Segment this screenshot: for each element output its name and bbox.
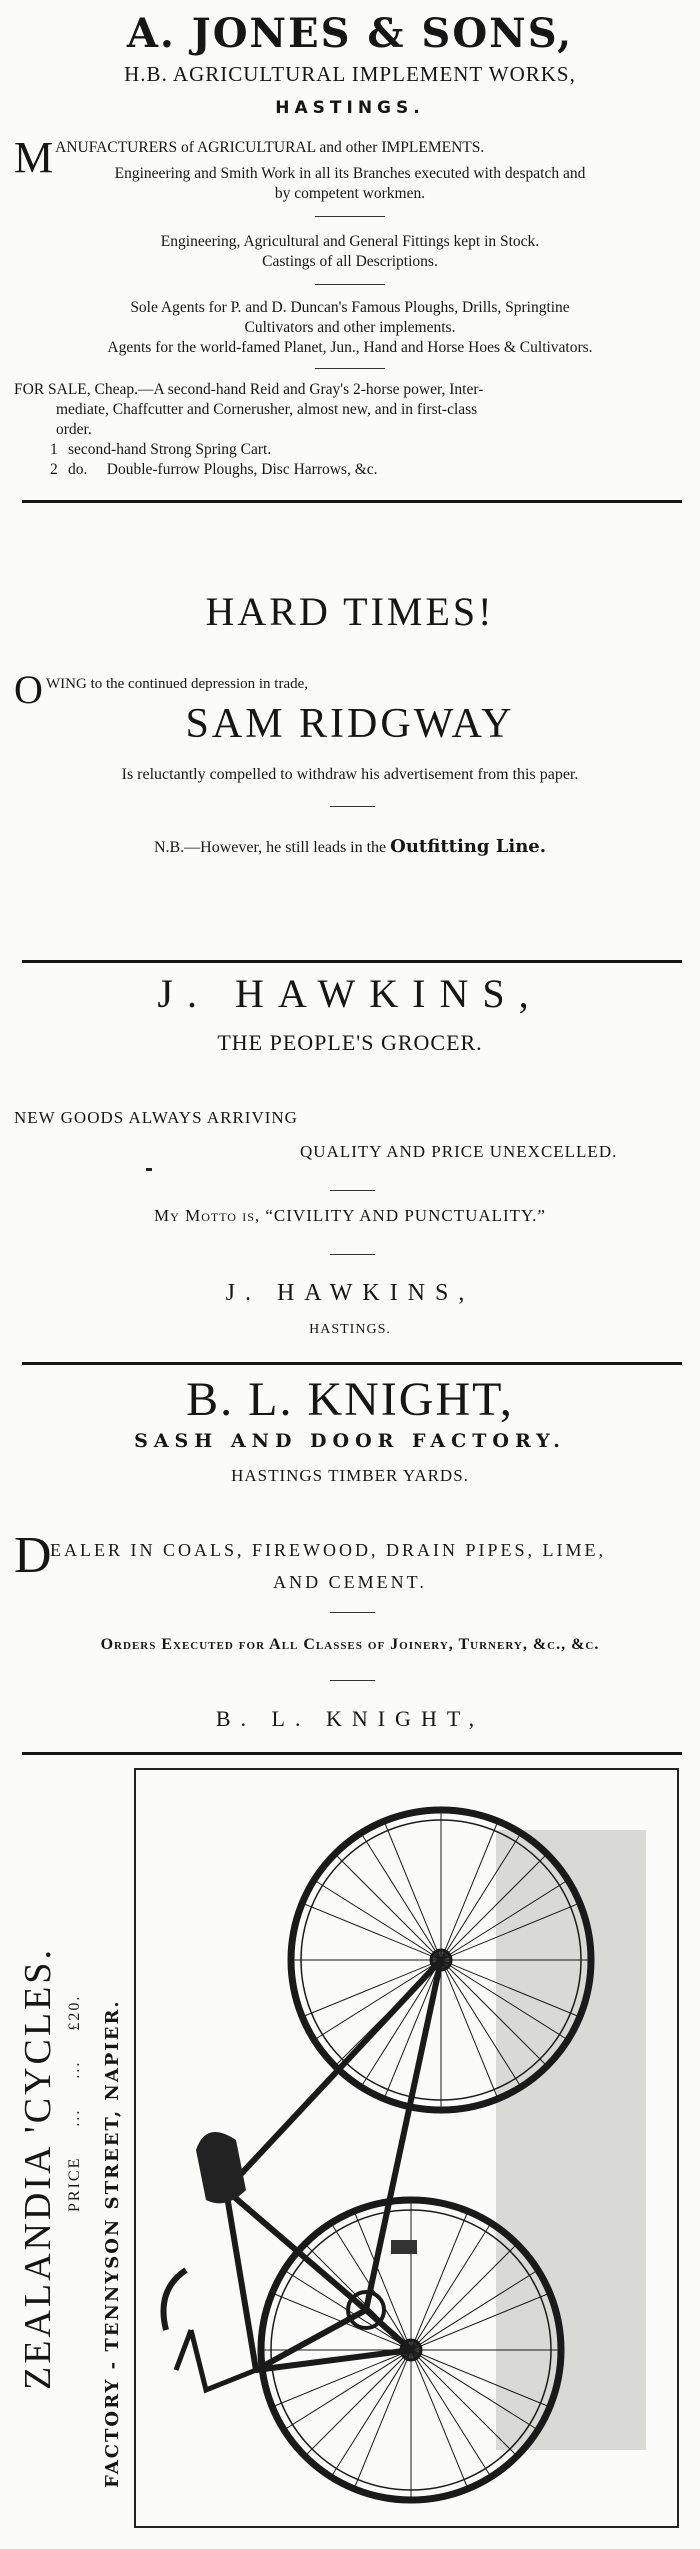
drop-cap: O bbox=[14, 667, 43, 712]
drop-cap: D bbox=[14, 1527, 52, 1584]
jones-place: HASTINGS. bbox=[275, 98, 425, 118]
jones-castings: Castings of all Descriptions. bbox=[262, 253, 438, 270]
jones-agents-2: Cultivators and other implements. bbox=[244, 319, 456, 336]
divider bbox=[315, 216, 385, 217]
jones-sale-1: FOR SALE, Cheap.—A second-hand Reid and Gray's 2-horse power, Inter- bbox=[14, 381, 484, 398]
knight-name: B. L. KNIGHT, bbox=[186, 1373, 514, 1426]
drop-cap: M bbox=[14, 133, 54, 182]
divider bbox=[330, 1612, 375, 1613]
divider bbox=[315, 284, 385, 285]
outfitting-line-text: Outfitting Line. bbox=[390, 836, 547, 857]
hawkins-subtitle: THE PEOPLE'S GROCER. bbox=[217, 1030, 483, 1055]
jones-title: A. JONES & SONS, bbox=[126, 10, 574, 57]
hard-times-title: HARD TIMES! bbox=[205, 589, 495, 634]
knight-orders: Orders Executed for All Classes of Joinery, Turnery, &c., &c. bbox=[100, 1636, 600, 1653]
jones-item-text: second-hand Strong Spring Cart. bbox=[68, 441, 272, 458]
jones-item-qty: 1 bbox=[50, 441, 58, 458]
jones-advertisement bbox=[10, 0, 690, 500]
jones-fittings: Engineering, Agricultural and General Fittings kept in Stock. bbox=[160, 233, 540, 250]
section-divider bbox=[22, 1362, 682, 1365]
hawkins-new-goods: NEW GOODS ALWAYS ARRIVING bbox=[14, 1108, 298, 1127]
pedal-icon bbox=[391, 2240, 417, 2254]
hard-times-nb bbox=[0, 836, 700, 857]
divider bbox=[315, 368, 385, 369]
zealandia-price: PRICE ... ... £20. bbox=[66, 1994, 83, 2212]
section-divider bbox=[22, 960, 682, 963]
hawkins-name: J. HAWKINS, bbox=[157, 971, 543, 1016]
jones-subtitle: H.B. AGRICULTURAL IMPLEMENT WORKS, bbox=[124, 62, 576, 86]
hard-times-compelled: Is reluctantly compelled to withdraw his advertisement from this paper. bbox=[121, 766, 579, 783]
knight-signature: B. L. KNIGHT, bbox=[215, 1706, 485, 1731]
section-divider bbox=[22, 1752, 682, 1755]
hawkins-signature: J. HAWKINS, bbox=[225, 1280, 475, 1306]
section-divider bbox=[22, 500, 682, 503]
zealandia-title: ZEALANDIA 'CYCLES. bbox=[17, 1947, 59, 2390]
knight-dealer: EALER IN COALS, FIREWOOD, DRAIN PIPES, LIME, bbox=[50, 1540, 606, 1560]
jones-item-text: do. Double-furrow Ploughs, Disc Harrows, &c. bbox=[68, 461, 378, 478]
jones-sale-2: mediate, Chaffcutter and Cornerusher, almost new, and in first-class bbox=[56, 401, 478, 418]
jones-engineering: Engineering and Smith Work in all its Branches executed with despatch and bbox=[114, 165, 586, 182]
jones-manufacturers-text: ANUFACTURERS of AGRICULTURAL and other IMPLEMENTS. bbox=[55, 139, 485, 156]
jones-item-qty: 2 bbox=[50, 461, 58, 478]
handlebar-icon bbox=[176, 2330, 256, 2390]
divider bbox=[330, 1190, 375, 1191]
bicycle-frame bbox=[226, 1960, 441, 2370]
knight-yards: HASTINGS TIMBER YARDS. bbox=[231, 1466, 469, 1485]
saddle-icon bbox=[196, 2132, 246, 2203]
lamp-icon bbox=[164, 2270, 187, 2330]
hawkins-quality: QUALITY AND PRICE UNEXCELLED. bbox=[300, 1142, 618, 1161]
knight-dealer-2: AND CEMENT. bbox=[273, 1572, 427, 1592]
decorative-mark bbox=[146, 1168, 152, 1171]
bicycle-illustration bbox=[136, 1770, 677, 2526]
jones-agents-1: Sole Agents for P. and D. Duncan's Famous Ploughs, Drills, Springtine bbox=[130, 299, 570, 316]
hawkins-place: HASTINGS. bbox=[309, 1322, 391, 1337]
zealandia-advertisement bbox=[14, 1768, 686, 2540]
zealandia-factory: FACTORY - TENNYSON STREET, NAPIER. bbox=[102, 1999, 123, 2488]
nb-text: N.B.—However, he still leads in the bbox=[153, 839, 387, 856]
knight-factory: SASH AND DOOR FACTORY. bbox=[134, 1430, 566, 1452]
jones-sale-3: order. bbox=[56, 421, 92, 438]
divider bbox=[330, 1680, 375, 1681]
sam-ridgway-name: SAM RIDGWAY bbox=[185, 701, 515, 747]
jones-agents-3: Agents for the world-famed Planet, Jun., Hand and Horse Hoes & Cultivators. bbox=[107, 339, 593, 356]
jones-engineering-2: by competent workmen. bbox=[274, 185, 426, 202]
divider bbox=[330, 806, 375, 807]
shading bbox=[496, 1830, 646, 2450]
bicycle-illustration-frame bbox=[134, 1768, 679, 2528]
hard-times-owing: WING to the continued depression in trade, bbox=[46, 676, 309, 692]
hawkins-motto: My Motto is, “CIVILITY AND PUNCTUALITY.” bbox=[154, 1206, 546, 1225]
divider bbox=[330, 1254, 375, 1255]
